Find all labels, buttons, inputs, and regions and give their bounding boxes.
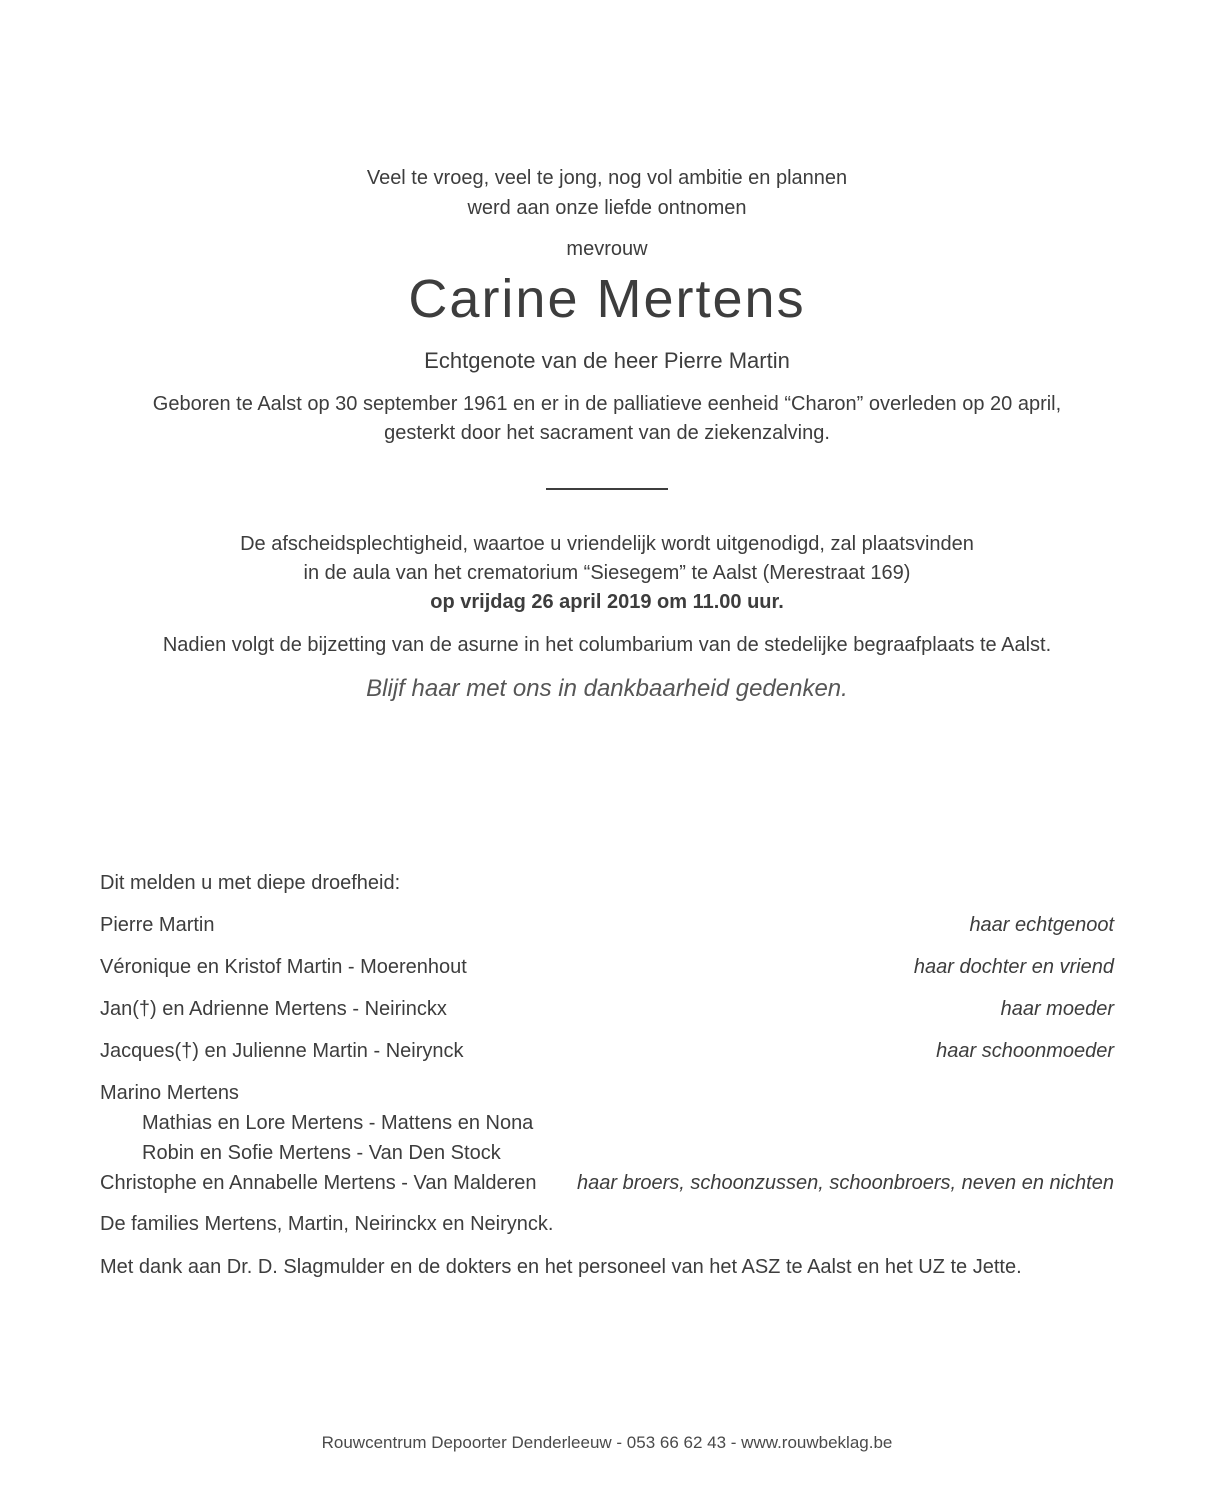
family-relation: haar dochter en vriend: [913, 956, 1114, 978]
birth-paragraph: [0, 390, 1214, 448]
birth-line-1: Geboren te Aalst op 30 september 1961 en er in de palliatieve eenheid “Charon” overleden op 20 april,: [152, 393, 1062, 415]
ceremony-line-1: De afscheidsplechtigheid, waartoe u vriendelijk wordt uitgenodigd, zal plaatsvinden: [240, 533, 974, 555]
sibling-line-indented: Robin en Sofie Mertens - Van Den Stock: [142, 1142, 501, 1164]
divider: [546, 488, 668, 490]
family-name: Véronique en Kristof Martin - Moerenhout: [100, 956, 467, 978]
announcement-section: [0, 870, 1214, 1281]
sibling-line: Marino Mertens: [100, 1082, 239, 1104]
sibling-name: Christophe en Annabelle Mertens - Van Malderen: [100, 1172, 537, 1194]
ceremony-paragraph: [0, 530, 1214, 617]
family-row: [100, 954, 1114, 980]
family-relation: haar echtgenoot: [969, 914, 1114, 936]
ceremony-line-2: in de aula van het crematorium “Siesegem” te Aalst (Merestraat 169): [303, 562, 911, 584]
remembrance-line: Blijf haar met ons in dankbaarheid gedenken.: [366, 675, 848, 702]
intro-line-2: werd aan onze liefde ontnomen: [467, 197, 747, 219]
announcement-intro: Dit melden u met diepe droefheid:: [100, 872, 401, 894]
burial-line: Nadien volgt de bijzetting van de asurne in het columbarium van de stedelijke begraafplaats te Aalst.: [162, 634, 1052, 656]
siblings-group: [100, 1078, 1114, 1198]
obituary-header: [0, 163, 1214, 706]
funeral-home-footer: Rouwcentrum Depoorter Denderleeuw - 053 66 62 43 - www.rouwbeklag.be: [321, 1433, 893, 1452]
birth-line-2: gesterkt door het sacrament van de ziekenzalving.: [384, 422, 830, 444]
family-name: Jacques(†) en Julienne Martin - Neirynck: [100, 1040, 464, 1062]
family-name: Jan(†) en Adrienne Mertens - Neirinckx: [100, 998, 447, 1020]
family-row: [100, 1038, 1114, 1064]
siblings-relation: haar broers, schoonzussen, schoonbroers, neven en nichten: [576, 1172, 1114, 1194]
intro-line-1: Veel te vroeg, veel te jong, nog vol ambitie en plannen: [366, 167, 848, 189]
family-row: [100, 912, 1114, 938]
sibling-last-row: [100, 1168, 1114, 1198]
family-row: [100, 996, 1114, 1022]
family-relation: haar moeder: [1000, 998, 1114, 1020]
deceased-name: Carine Mertens: [408, 269, 806, 329]
sibling-line-indented: Mathias en Lore Mertens - Mattens en Nona: [142, 1112, 534, 1134]
family-relation: haar schoonmoeder: [936, 1040, 1114, 1062]
thanks-line: Met dank aan Dr. D. Slagmulder en de dokters en het personeel van het ASZ te Aalst en het UZ te Jette.: [100, 1256, 1022, 1278]
spouse-line: Echtgenote van de heer Pierre Martin: [424, 348, 790, 373]
salutation: mevrouw: [566, 238, 648, 260]
ceremony-date-time: op vrijdag 26 april 2019 om 11.00 uur.: [430, 591, 784, 613]
families-line: De families Mertens, Martin, Neirinckx en Neirynck.: [100, 1213, 554, 1235]
family-name: Pierre Martin: [100, 914, 215, 936]
